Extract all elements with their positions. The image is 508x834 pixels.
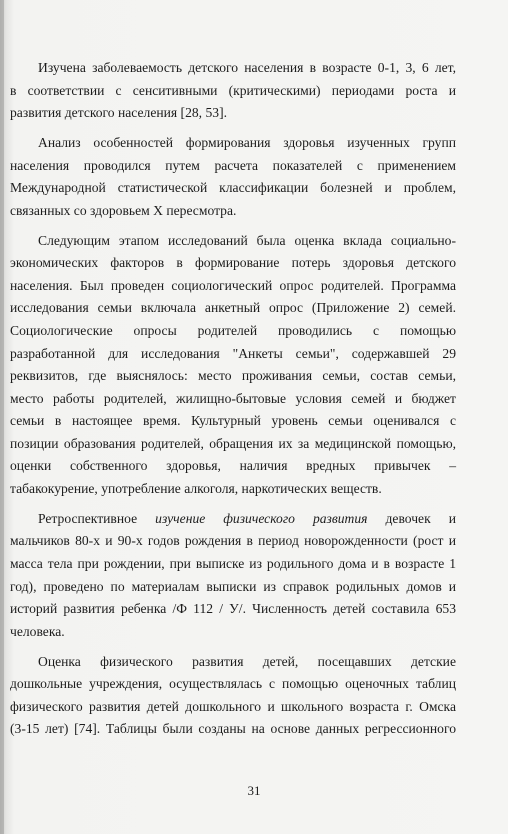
text-line: Следующим этапом исследований была оценка вклада социально- (38, 232, 456, 248)
text-segment: Ретроспективное (38, 510, 156, 526)
text-line: дошкольные учреждения, осуществлялась с помощью оценочных таблиц (10, 676, 456, 692)
text-line: табакокурение, употребление алкоголя, наркотических веществ. (10, 480, 382, 496)
text-line: связанных со здоровьем X пересмотра. (10, 202, 237, 218)
text-line: Изучена заболеваемость детского населения в возрасте 0-1, 3, 6 лет, (38, 60, 456, 75)
body-text (10, 57, 456, 748)
text-line: Анализ особенностей формирования здоровья изученных групп (38, 135, 456, 151)
text-line: место работы родителей, жилищно-бытовые условия семей и бюджет (10, 390, 456, 406)
text-line-mixed (10, 508, 456, 531)
paragraph-4 (10, 508, 456, 643)
paragraph-5 (10, 651, 456, 741)
paragraph-3 (10, 230, 456, 501)
text-line: год), проведено по материалам выписки из справок родильных домов и (10, 578, 456, 594)
text-line: Оценка физического развития детей, посещавших детские (38, 653, 456, 669)
text-line: масса тела при рождении, при выписке из родильного дома и в возрасте 1 (10, 555, 456, 571)
text-line: исследования семьи включала анкетный опрос (Приложение 2) семей. (10, 300, 456, 316)
italic-emphasis: изучение физического развития (155, 510, 368, 526)
text-line: мальчиков 80-х и 90-х годов рождения в период новорожденности (рост и (10, 533, 456, 549)
text-line: населения. Был проведен социологический опрос родителей. Программа (10, 277, 456, 293)
text-line: населения проводился путем расчета показателей с применением (10, 157, 456, 173)
text-segment: девочек и (367, 510, 456, 526)
text-line: оценки собственного здоровья, наличия вредных привычек – (10, 458, 456, 474)
text-line: развития детского населения [28, 53]. (10, 105, 227, 121)
text-line: разработанной для исследования "Анкеты семьи", содержавшей 29 (10, 345, 456, 361)
text-line: в соответствии с сенситивными (критическими) периодами роста и (10, 82, 456, 98)
text-line: физического развития детей дошкольного и школьного возраста г. Омска (10, 698, 456, 714)
text-line: позиции образования родителей, обращения их за медицинской помощью, (10, 435, 456, 451)
paragraph-1 (10, 57, 456, 125)
text-line: Социологические опросы родителей проводились с помощью (10, 323, 456, 339)
scan-edge-shadow (0, 0, 4, 834)
text-line: Международной статистической классификации болезней и проблем, (10, 180, 456, 196)
text-line: реквизитов, где выяснялось: место проживания семьи, состав семьи, (10, 368, 456, 384)
text-line: экономических факторов в формирование потерь здоровья детского (10, 255, 456, 271)
text-line: (3-15 лет) [74]. Таблицы были созданы на основе данных регрессионного (10, 721, 456, 737)
text-line: семьи в настоящее время. Культурный уровень семьи оценивался с (10, 413, 456, 429)
paragraph-2 (10, 132, 456, 222)
text-line: историй развития ребенка /Ф 112 / У/. Численность детей составила 653 (10, 601, 456, 617)
page-number: 31 (247, 783, 261, 798)
text-line: человека. (10, 623, 65, 639)
